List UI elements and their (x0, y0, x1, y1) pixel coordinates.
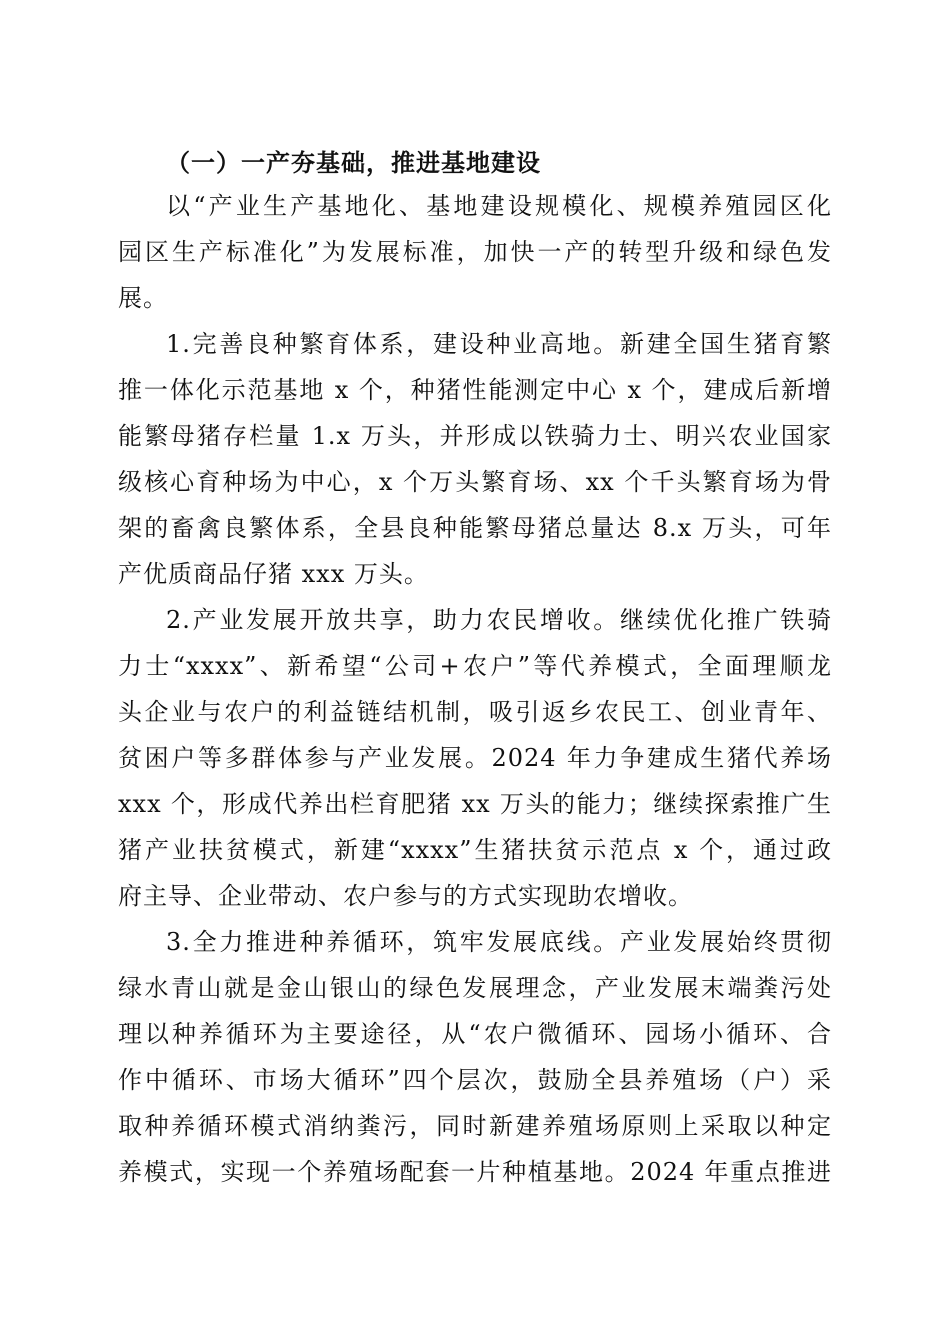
paragraph-line: 架的畜禽良繁体系，全县良种能繁母猪总量达 8.x 万头，可年 (118, 514, 832, 542)
paragraph-breeding-system (118, 321, 832, 597)
paragraph-line: 府主导、企业带动、农户参与的方式实现助农增收。 (118, 882, 693, 910)
paragraph-line: 3.全力推进种养循环，筑牢发展底线。产业发展始终贯彻 (166, 928, 832, 956)
paragraph-line: 能繁母猪存栏量 1.x 万头，并形成以铁骑力士、明兴农业国家 (118, 422, 832, 450)
paragraph-open-sharing (118, 597, 832, 919)
paragraph-line: 贫困户等多群体参与产业发展。2024 年力争建成生猪代养场 (118, 744, 832, 772)
document-body (118, 143, 832, 1195)
paragraph-line: 产优质商品仔猪 xxx 万头。 (118, 560, 429, 588)
paragraph-line: xxx 个，形成代养出栏育肥猪 xx 万头的能力；继续探索推广生 (118, 790, 832, 818)
paragraph-line: 绿水青山就是金山银山的绿色发展理念，产业发展末端粪污处 (118, 974, 832, 1002)
paragraph-line: 头企业与农户的利益链结机制，吸引返乡农民工、创业青年、 (118, 698, 832, 726)
paragraph-line: 展。 (118, 284, 168, 312)
paragraph-line: 级核心育种场为中心，x 个万头繁育场、xx 个千头繁育场为骨 (118, 468, 832, 496)
paragraph-line: 作中循环、市场大循环”四个层次，鼓励全县养殖场（户）采 (118, 1066, 832, 1094)
paragraph-line: 取种养循环模式消纳粪污，同时新建养殖场原则上采取以种定 (118, 1112, 832, 1140)
paragraph-line: 力士“xxxx”、新希望“公司+农户”等代养模式，全面理顺龙 (118, 652, 832, 680)
paragraph-line: 猪产业扶贫模式，新建“xxxx”生猪扶贫示范点 x 个，通过政 (118, 836, 832, 864)
paragraph-line: 推一体化示范基地 x 个，种猪性能测定中心 x 个，建成后新增 (118, 376, 832, 404)
paragraph-line: 2.产业发展开放共享，助力农民增收。继续优化推广铁骑 (166, 606, 832, 634)
section-heading: （一）一产夯基础，推进基地建设 (166, 148, 541, 177)
paragraph-intro (118, 183, 832, 321)
paragraph-line: 养模式，实现一个养殖场配套一片种植基地。2024 年重点推进 (118, 1158, 832, 1186)
paragraph-line: 1.完善良种繁育体系，建设种业高地。新建全国生猪育繁 (166, 330, 832, 358)
paragraph-planting-breeding-cycle (118, 919, 832, 1195)
paragraph-line: 理以种养循环为主要途径，从“农户微循环、园场小循环、合 (118, 1020, 832, 1048)
paragraph-line: 以“产业生产基地化、基地建设规模化、规模养殖园区化 (166, 192, 832, 220)
paragraph-line: 园区生产标准化”为发展标准，加快一产的转型升级和绿色发 (118, 238, 832, 266)
